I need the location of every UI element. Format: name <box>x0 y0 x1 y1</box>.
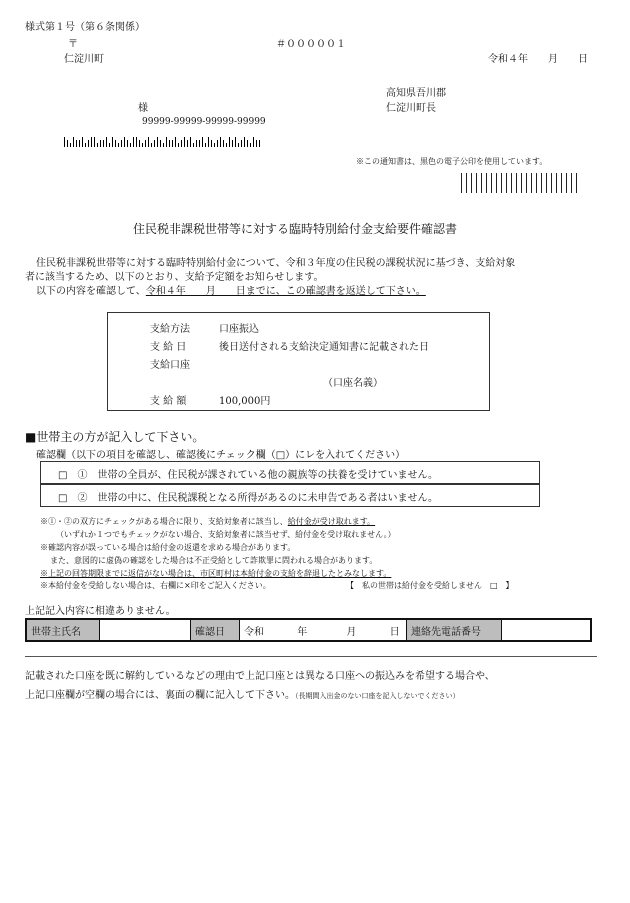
form-number: 様式第１号（第６条関係） <box>25 22 145 33</box>
note-1 <box>40 516 375 527</box>
footer-line-2-main: 上記口座欄が空欄の場合には、裏面の欄に記入して下さい。 <box>25 690 295 701</box>
postal-barcode-icon <box>64 137 262 147</box>
section-heading: ■世帯主の方が記入して下さい。 <box>25 430 205 444</box>
payment-method-value: 口座振込 <box>219 324 259 335</box>
decline-checkbox[interactable]: 【 私の世帯は給付金を受給しません □ 】 <box>346 581 514 590</box>
payment-amount-label: 支 給 額 <box>150 396 187 407</box>
intro-line-3-prefix: 以下の内容を確認して、 <box>36 286 146 297</box>
sender-title: 仁淀川町長 <box>386 103 436 114</box>
check-item-1[interactable] <box>40 461 540 484</box>
recipient-code: 99999-99999-99999-99999 <box>142 117 266 127</box>
payment-amount-value: 100,000円 <box>219 396 271 407</box>
householder-name-field[interactable] <box>100 619 191 641</box>
date-month: 月 <box>346 626 357 638</box>
date-year: 年 <box>297 626 308 638</box>
seal-note: ※この通知書は、黒色の電子公印を使用しています。 <box>356 157 548 166</box>
confirm-instruction: 確認欄（以下の項目を確認し、確認後にチェック欄（□）にレを入れてください） <box>36 450 406 461</box>
note-2: （いずれか１つでもチェックがない場合、支給対象者に該当せず、給付金を受け取れません。） <box>56 530 396 539</box>
check-item-1-text: □ ① 世帯の全員が、住民税が課されている他の親族等の扶養を受けていません。 <box>58 470 439 481</box>
intro-line-2: 者に該当するため、以下のとおり、支給予定額をお知らせします。 <box>25 272 324 283</box>
barcode-icon <box>461 173 581 193</box>
footer-line-1: 記載された口座を既に解約しているなどの理由で上記口座とは異なる口座への振込みを希望する場合や、 <box>25 671 495 682</box>
account-holder-label: （口座名義） <box>323 378 383 389</box>
return-deadline: 令和４年 月 日までに、この確認書を返送して下さい。 <box>145 286 426 297</box>
date-day: 日 <box>389 626 400 638</box>
intro-line-1: 住民税非課税世帯等に対する臨時特別給付金について、令和３年度の住民税の課税状況に基づき、支給対象 <box>36 258 516 269</box>
householder-name-label: 世帯主氏名 <box>26 619 100 641</box>
signature-table <box>25 618 592 642</box>
payment-date-label: 支 給 日 <box>150 342 187 353</box>
postal-mark: 〒 <box>68 39 78 50</box>
agreement-line: 上記記入内容に相違ありません。 <box>25 606 176 617</box>
footer-line-2-note: （長期間入出金のない口座を記入しないでください） <box>295 692 460 700</box>
issue-date: 令和４年 月 日 <box>488 54 588 65</box>
note-5: ※上記の回答期限までに返信がない場合は、市区町村は本給付金の支給を辞退したとみなします。 <box>40 569 392 578</box>
note-1-prefix: ※①・②の双方にチェックがある場合に限り、支給対象者に該当し、 <box>40 517 288 526</box>
confirm-date-field[interactable] <box>240 619 407 641</box>
note-4: また、意図的に虚偽の確認をした場合は不正受給として詐欺罪に問われる場合があります。 <box>50 556 378 565</box>
honorific: 様 <box>138 103 148 114</box>
recipient-town: 仁淀川町 <box>64 54 104 65</box>
divider <box>25 656 597 657</box>
phone-field[interactable] <box>502 619 592 641</box>
footer-line-2 <box>25 686 460 701</box>
check-item-2[interactable] <box>40 484 540 507</box>
document-title: 住民税非課税世帯等に対する臨時特別給付金支給要件確認書 <box>133 222 458 236</box>
check-item-2-text: □ ② 世帯の中に、住民税課税となる所得があるのに未申告である者はいません。 <box>58 493 439 504</box>
note-6: ※本給付金を受給しない場合は、右欄に×印をご記入ください。 <box>40 581 271 590</box>
note-3: ※確認内容が誤っている場合は給付金の返還を求める場合があります。 <box>40 543 296 552</box>
sender-address: 高知県吾川郡 <box>386 88 446 99</box>
note-1-underlined: 給付金が受け取れます。 <box>287 517 376 526</box>
intro-line-3 <box>36 282 426 297</box>
payment-date-value: 後日送付される支給決定通知書に記載された日 <box>219 342 429 353</box>
confirm-date-label: 確認日 <box>191 619 240 641</box>
phone-label: 連絡先電話番号 <box>407 619 502 641</box>
date-era: 令和 <box>244 626 264 638</box>
payment-account-label: 支給口座 <box>150 360 190 371</box>
payment-method-label: 支給方法 <box>150 324 190 335</box>
serial-number: ＃０００００１ <box>276 39 346 50</box>
